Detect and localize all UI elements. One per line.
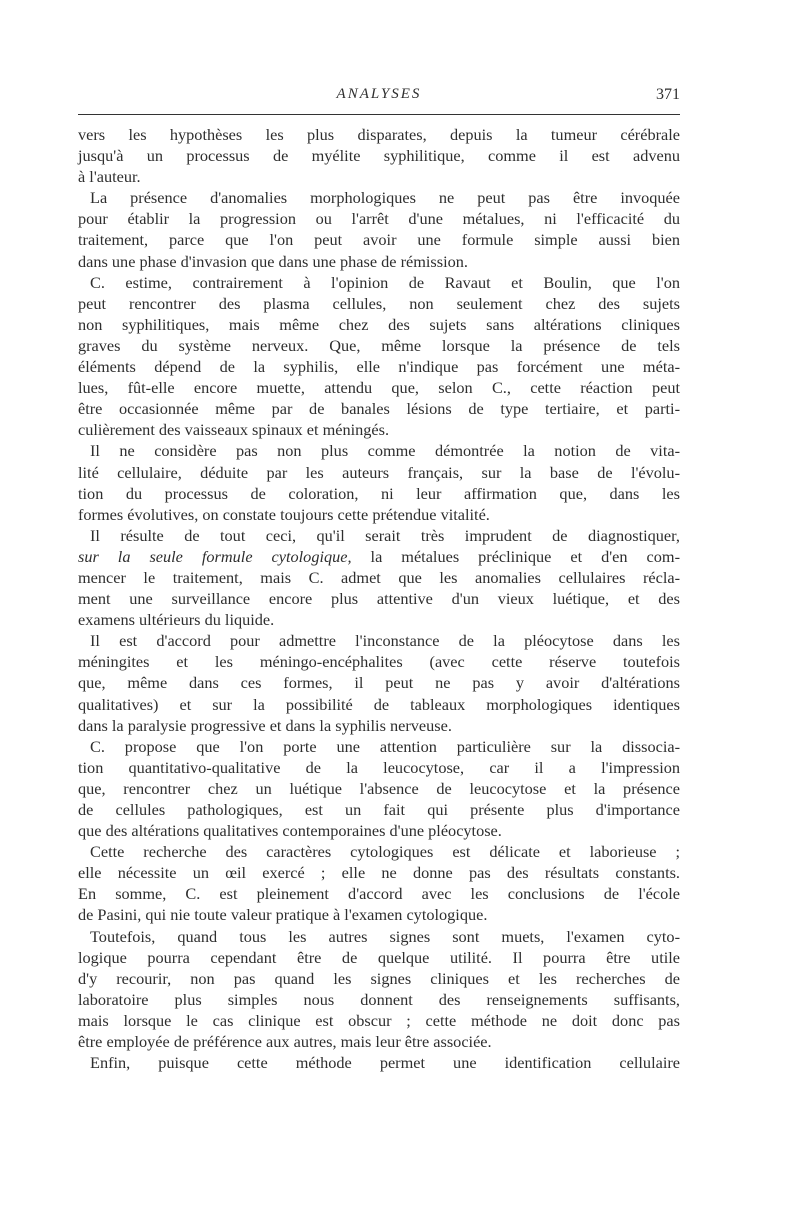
text-line: jusqu'à un processus de myélite syphilitique, comme il est advenu: [78, 146, 680, 166]
text-line: Cette recherche des caractères cytologiques est délicate et laborieuse ;: [90, 842, 680, 862]
text-line: Toutefois, quand tous les autres signes sont muets, l'examen cyto-: [90, 926, 680, 946]
running-head: [78, 86, 680, 110]
body-text: [78, 124, 680, 1073]
page-number: 371: [656, 86, 680, 103]
text-line: pour établir la progression ou l'arrêt d'une métalues, ni l'efficacité du: [78, 209, 680, 229]
text-line: C. propose que l'on porte une attention particulière sur la dissocia-: [90, 736, 680, 756]
text-line: formes évolutives, on constate toujours cette prétendue vitalité.: [78, 504, 490, 524]
text-line: être employée de préférence aux autres, mais leur être associée.: [78, 1032, 492, 1052]
text-line: En somme, C. est pleinement d'accord avec les conclusions de l'école: [78, 884, 680, 904]
text-line: laboratoire plus simples nous donnent des renseignements suffisants,: [78, 989, 680, 1009]
text-line: mencer le traitement, mais C. admet que les anomalies cellulaires récla-: [78, 567, 680, 587]
text-line: non syphilitiques, mais même chez des sujets sans altérations cliniques: [78, 314, 680, 334]
text-line: examens ultérieurs du liquide.: [78, 610, 275, 630]
text-line: Il résulte de tout ceci, qu'il serait très imprudent de diagnostiquer,: [90, 525, 680, 545]
text-line: qualitatives) et sur la possibilité de tableaux morphologiques identiques: [78, 694, 680, 714]
text-line: tion du processus de coloration, ni leur affirmation que, dans les: [78, 483, 680, 503]
text-line: peut rencontrer des plasma cellules, non seulement chez des sujets: [78, 293, 680, 313]
text-line: de cellules pathologiques, est un fait qui présente plus d'importance: [78, 800, 680, 819]
text-line: tion quantitativo-qualitative de la leucocytose, car il a l'impression: [78, 757, 680, 777]
text-line: dans une phase d'invasion que dans une phase de rémission.: [78, 251, 468, 271]
text-line: éléments dépend de la syphilis, elle n'indique pas forcément une méta-: [78, 357, 680, 377]
text-line: dans la paralysie progressive et dans la syphilis nerveuse.: [78, 715, 452, 735]
text-line: mais lorsque le cas clinique est obscur ; cette méthode ne doit donc pas: [78, 1010, 680, 1030]
text-line: Enfin, puisque cette méthode permet une identification cellulaire: [90, 1053, 680, 1073]
text-line: être occasionnée même par de banales lésions de type tertiaire, et parti-: [78, 399, 680, 419]
text-line: que, même dans ces formes, il peut ne pas y avoir d'altérations: [78, 673, 680, 693]
text-line: C. estime, contrairement à l'opinion de Ravaut et Boulin, que l'on: [90, 272, 680, 292]
text-line: méningites et les méningo-encéphalites (avec cette réserve toutefois: [78, 652, 680, 672]
running-title: ANALYSES: [336, 86, 422, 102]
text-line: Il est d'accord pour admettre l'inconstance de la pléocytose dans les: [90, 631, 680, 651]
text-line: Il ne considère pas non plus comme démontrée la notion de vita-: [90, 441, 680, 461]
text-line: traitement, parce que l'on peut avoir une formule simple aussi bien: [78, 230, 680, 250]
text-line: logique pourra cependant être de quelque utilité. Il pourra être utile: [78, 947, 680, 967]
text-line: à l'auteur.: [78, 167, 141, 187]
text-fragment: la métalues préclinique et d'en com-: [351, 546, 680, 566]
text-line: elle nécessite un œil exercé ; elle ne donne pas des résultats constants.: [78, 863, 680, 883]
text-line: La présence d'anomalies morphologiques ne peut pas être invoquée: [90, 188, 680, 208]
header-rule: [78, 114, 680, 115]
text-line: vers les hypothèses les plus disparates, depuis la tumeur cérébrale: [78, 125, 680, 144]
italic-phrase: sur la seule formule cytologique,: [78, 546, 352, 566]
text-line: que, rencontrer chez un luétique l'absence de leucocytose et la présence: [78, 778, 680, 798]
text-line: graves du système nerveux. Que, même lorsque la présence de tels: [78, 335, 680, 355]
text-line: que des altérations qualitatives contemporaines d'une pléocytose.: [78, 821, 502, 841]
text-line-with-italic: [78, 546, 680, 567]
text-line: culièrement des vaisseaux spinaux et méningés.: [78, 420, 390, 440]
text-line: lues, fût-elle encore muette, attendu que, selon C., cette réaction peut: [78, 378, 680, 398]
text-line: de Pasini, qui nie toute valeur pratique à l'examen cytologique.: [78, 905, 488, 925]
text-line: ment une surveillance encore plus attentive d'un vieux luétique, et des: [78, 589, 680, 609]
text-line: lité cellulaire, déduite par les auteurs français, sur la base de l'évolu-: [78, 462, 680, 482]
text-line: d'y recourir, non pas quand les signes cliniques et les recherches de: [78, 968, 680, 988]
